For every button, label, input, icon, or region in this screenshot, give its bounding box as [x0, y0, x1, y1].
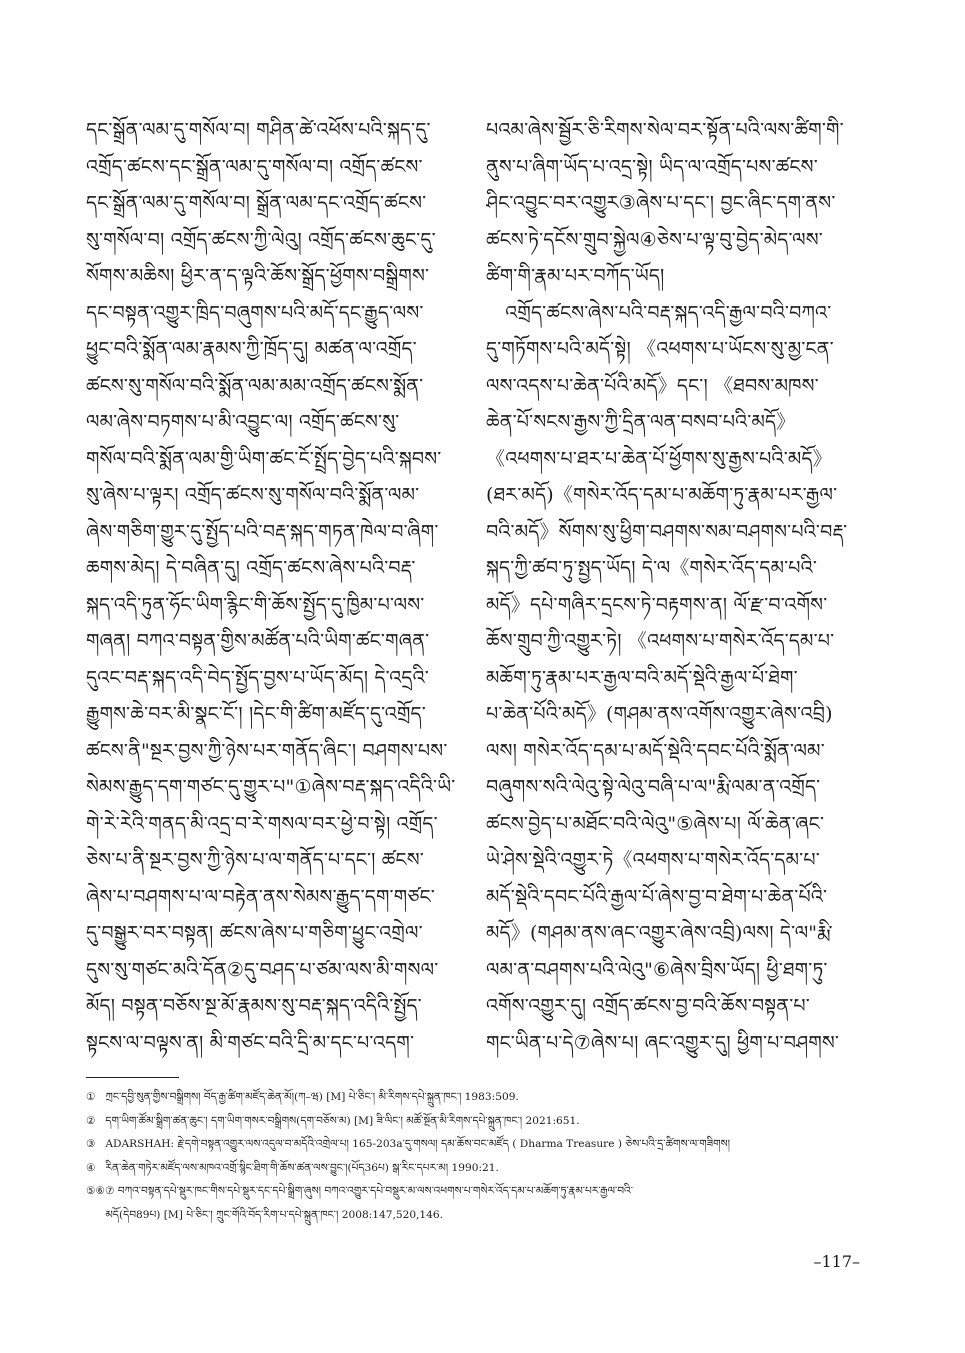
text-line: གསོལ་བའི་སྨོན་ལམ་གྱི་ཡིག་ཚང་ངོ་སྤྲོད་བྱེད་པའི་སྐབས་	[86, 447, 442, 470]
footnote-text: བཀའ་བསྟན་དཔེ་སྡུར་ཁང་གིས་དཔེ་སྡུར་དང་དཔེ་སྒྲིག་ཞུས། བཀའ་འགྱུར་དཔེ་བསྡུར་མ་ལས་འཕགས་པ་གསེར་འོད་དམ་པ་མཆོག་ཏུ་རྣམ་པར་རྒྱལ་བའི་	[117, 1185, 633, 1197]
text-line: ཚངས་སུ་གསོལ་བའི་སྨོན་ལམ་མམ་འགྲོད་ཚངས་སྨོན་	[86, 374, 424, 397]
text-line: རྒྱུགས་ཆེ་བར་མི་སྣང་ངོ་། །དེང་གི་ཚིག་མཛོད་དུ་འགྲོད་	[86, 703, 426, 725]
footnote-separator	[86, 1077, 179, 1078]
footnote	[86, 1110, 886, 1134]
footnote	[86, 1133, 886, 1157]
footnote-text: རིན་ཆེན་གཏེར་མཛོད་ལས་མཁའ་འགྲོ་སྙིང་ཐིག་གི་ཆོས་ཚན་ལས་བྱུང་།(པོད36པ) སྒ་རིང་དཔར་མ། 1990:21.	[105, 1161, 499, 1174]
text-line: ཆོས་གྲུབ་ཀྱི་འགྱུར་ཏེ། 《འཕགས་པ་གསེར་འོད་དམ་པ་	[486, 630, 835, 652]
text-line: མོད། བསྟན་བཅོས་སྔ་མོ་རྣམས་སུ་བརྡ་སྐད་འདིའི་སྤྱོད་	[86, 995, 422, 1017]
footnote-text: ADARSHAH: རྗེ་དགེ་བསྟན་འགྱུར་ལས་འདུལ་བ་མདོའི་འགྲེལ་པ། 165-203a་དུ་གསལ། དམ་ཆོས་བང་མཛོད ( Dharma Treasure ) ཅེས་པའི་དྲ་ཚིགས་ལ་གཟིགས།	[105, 1138, 731, 1150]
text-line: སོགས་མཆིས། ཕྱིར་ན་ད་ལྟའི་ཆོས་སྒྲོད་ཕྱོགས་བསྒྲིགས་	[86, 265, 430, 287]
footnote-marker: ③	[86, 1138, 96, 1150]
text-line: ཆེན་པོ་སངས་རྒྱས་ཀྱི་དྲིན་ལན་བསབ་པའི་མདོ》	[486, 411, 796, 433]
footnotes	[86, 1086, 886, 1227]
footnote-marker: ④	[86, 1161, 96, 1174]
text-line: (ཐར་མདོ)《གསེར་འོད་དམ་པ་མཆོག་ཏུ་རྣམ་པར་རྒྱལ་	[486, 484, 838, 506]
text-line: ཡེ་ཤེས་སྡེའི་འགྱུར་ཏེ《འཕགས་པ་གསེར་འོད་དམ་པ་	[486, 849, 820, 871]
footnote-marker: ①	[86, 1091, 96, 1103]
text-line: གཞན། བཀའ་བསྟན་གྱིས་མཚོན་པའི་ཡིག་ཚང་གཞན་	[86, 630, 430, 652]
text-line: དུ་གཏོགས་པའི་མདོ་སྟེ། 《འཕགས་པ་ཡོངས་སུ་མྱ་ངན་	[486, 338, 834, 360]
footnote	[86, 1204, 886, 1228]
page-number: –117–	[813, 1252, 860, 1271]
text-line: ཆགས་མེད། དེ་བཞིན་དུ། འགྲོད་ཚངས་ཞེས་པའི་བརྡ་	[86, 557, 416, 579]
footnote	[86, 1157, 886, 1181]
footnote-text: མདོ(དེབ89པ) [M] པེ་ཅིང་། ཀྲུང་གོའི་བོད་རིག་པ་དཔེ་སྐྲུན་ཁང་། 2008:147,520,146.	[105, 1208, 444, 1221]
text-line: ནུས་པ་ཞིག་ཡོད་པ་འདྲ་སྟེ། ཡིད་ལ་འགྲོད་པས་ཚངས་	[486, 155, 818, 178]
text-line: མཆོག་ཏུ་རྣམ་པར་རྒྱལ་བའི་མདོ་སྡེའི་རྒྱལ་པོ་ཐེག་	[486, 666, 798, 689]
text-line: འགྲོད་ཚངས་ཞེས་པའི་བརྡ་སྐད་འདི་རྒྱལ་བའི་བཀའ་	[486, 301, 832, 324]
text-line: འགོས་འགྱུར་དུ། འགྲོད་ཚངས་བྱ་བའི་ཆོས་བསྟན་པ་	[486, 995, 810, 1017]
text-line: པའམ་ཞེས་སྦྱོར་ཅི་རིགས་སེལ་བར་སྟོན་པའི་ལས་ཚིག་གི་	[486, 119, 844, 141]
text-line: ལས་འདས་པ་ཆེན་པོའི་མདོ》དང་། 《ཐབས་མཁས་	[486, 374, 819, 397]
text-line: ཅེས་པ་ནི་སྔར་བྱས་ཀྱི་ཉེས་པ་ལ་གནོད་པ་དང་། ཚངས་	[86, 849, 424, 871]
text-line: ལམ་ཞེས་བཏགས་པ་མི་འབྱུང་ལ། འགྲོད་ཚངས་སུ་	[86, 411, 400, 433]
text-line: སྐད་འདི་ཏུན་ཧོང་ཡིག་རྙིང་གི་ཆོས་སྤྱོད་དུ་ཁྱིམ་པ་ལས་	[86, 593, 425, 616]
text-line: སུ་ཞེས་པ་ལྟར། འགྲོད་ཚངས་སུ་གསོལ་བའི་སྨོན་ལམ་	[86, 484, 420, 506]
footnote-text: དག་ཡིག་ཚོམ་སྒྲིག་ཚན་ཆུང་། དག་ཡིག་གསར་བསྒྲིགས(དག་བཅོས་མ) [M] ཟི་ལིང་། མཚོ་སྔོན་མི་རིགས་དཔེ་སྐྲུན་ཁང་། 2021:651.	[105, 1114, 580, 1127]
footnote-marker: ②	[86, 1114, 96, 1127]
text-line: ཚངས་ཏེ་དངོས་གྲུབ་སྐྱེལ④ཅེས་པ་ལྟ་བུ་བྱེད་མེད་ལས་	[486, 228, 823, 251]
text-line: ཞེས་གཅིག་གྱུར་དུ་སྤྱོད་པའི་བརྡ་སྐད་གཏན་ཁེལ་བ་ཞིག་	[86, 520, 439, 543]
text-line: སུ་གསོལ་བ། འགྲོད་ཚངས་ཀྱི་ལེའུ། འགྲོད་ཚངས་ཆུང་དུ་	[86, 228, 436, 251]
footnote-marker: ⑤⑥⑦	[86, 1185, 115, 1197]
right-text-column	[486, 112, 860, 1061]
text-line: དུས་སུ་གཙང་མའི་དོན②དུ་བཤད་པ་ཙམ་ལས་མི་གསལ་	[86, 958, 439, 981]
text-line: པ་ཆེན་པོའི་མདོ》(གཤམ་ནས་འགོས་འགྱུར་ཞེས་འབྲི)	[486, 703, 833, 725]
text-line: གང་ཡིན་པ་དེ⑦ཞེས་པ། ཞང་འགྱུར་དུ། ཕྱིག་པ་བཤགས་	[486, 1031, 840, 1054]
text-line: དང་སྒྲོན་ལམ་དུ་གསོལ་བ། གཤིན་ཚེ་འཕོས་པའི་སྐད་དུ་	[86, 119, 431, 141]
text-line: མདོ》(གཤམ་ནས་ཞང་འགྱུར་ཞེས་འབྲི)ལས། དེ་ལ"རྨི་	[486, 922, 833, 944]
text-line: སྐད་ཀྱི་ཚབ་ཏུ་སྤྱད་ཡོད། དེ་ལ《གསེར་འོད་དམ་པའི་	[486, 557, 818, 579]
footnote-text: ཀྲང་དབྱི་སུན་གྱིས་བསྒྲིགས། བོད་རྒྱ་ཚིག་མཛོད་ཆེན་མོ།(ཀ–ཝ) [M] པེ་ཅིང་། མི་རིགས་དཔེ་སྐྲུན་ཁང་། 1983:509.	[105, 1091, 519, 1103]
text-line: དུའང་བརྡ་སྐད་འདི་བེད་སྤྱོད་བྱས་པ་ཡོད་མོད། དེ་འདྲའི་	[86, 666, 429, 689]
text-line: ཤིང་འབྱུང་བར་འགྱུར③ཞེས་པ་དང་། བྱང་ཞིང་དག་ནས་	[486, 192, 836, 214]
footnote	[86, 1086, 886, 1110]
text-line: སེམས་རྒྱུད་དག་གཙང་དུ་གྱུར་པ"①ཞེས་བརྡ་སྐད་འདིའི་ཡི་	[86, 776, 456, 798]
text-line: ཚངས་ནི"སྔར་བྱས་ཀྱི་ཉེས་པར་གནོད་ཞིང་། བཤགས་པས་	[86, 739, 448, 762]
text-line: ཚངས་བྱེད་པ་མཐོང་བའི་ལེའུ"⑤ཞེས་པ། ལོ་ཆེན་ཞང་	[486, 812, 825, 835]
footnote	[86, 1180, 886, 1204]
text-line: ཞེས་པ་བཤགས་པ་ལ་བརྟེན་ནས་སེམས་རྒྱུད་དག་གཙང་	[86, 885, 435, 908]
text-line: བཞུགས་སའི་ལེའུ་སྟེ་ལེའུ་བཞི་པ་ལ"རྨི་ལམ་ན་འགྲོད་	[486, 776, 821, 798]
text-line: ཕྱུང་བའི་སྨོན་ལམ་རྣམས་ཀྱི་ཁྲོད་དུ། མཚན་ལ་འགྲོད་	[86, 338, 417, 360]
text-line: གེ་རེ་རེའི་གནད་མི་འདྲ་བ་རེ་གསལ་བར་ཕྱེ་བ་སྟེ། འགྲོད་	[86, 812, 438, 835]
text-line: དང་བསྟན་འགྱུར་ཁྲིད་བཞུགས་པའི་མདོ་དང་རྒྱུད་ལས་	[86, 301, 424, 324]
text-line: དུ་བསྒྱུར་བར་བསྟན། ཚངས་ཞེས་པ་གཅིག་ཕྱུང་འགྲེལ་	[86, 922, 423, 944]
text-line: མདོ》དཔེ་གཞིར་དྲངས་ཏེ་བརྟགས་ན། ལོ་རྫ་བ་འགོས་	[486, 593, 828, 616]
left-text-column	[86, 112, 460, 1061]
text-line: སྟངས་ལ་བལྟས་ན། མི་གཙང་བའི་དྲི་མ་དང་པ་འདག་	[86, 1031, 415, 1054]
text-line: བའི་མདོ》སོགས་སུ་ཕྱིག་བཤགས་སམ་བཤགས་པའི་བརྡ་	[486, 520, 848, 543]
text-line: མདོ་སྡེའི་དབང་པོའི་རྒྱལ་པོ་ཞེས་བྱ་བ་ཐེག་པ་ཆེན་པོའི་	[486, 885, 828, 908]
text-line: དང་སྒྲོན་ལམ་དུ་གསོལ་བ། སྒྲོན་ལམ་དང་འགྲོད་ཚངས་	[86, 192, 427, 214]
text-line: ལས། གསེར་འོད་དམ་པ་མདོ་སྡེའི་དབང་པོའི་སྨོན་ལམ་	[486, 739, 825, 762]
text-line: ལམ་ན་བཤགས་པའི་ལེའུ"⑥ཞེས་བྲིས་ཡོད། ཕྱི་ཐག་ཏུ་	[486, 958, 828, 981]
text-line: འགྲོད་ཚངས་དང་སྒྲོན་ལམ་དུ་གསོལ་བ། འགྲོད་ཚངས་	[86, 155, 423, 178]
text-line: 《འཕགས་པ་ཐར་པ་ཆེན་པོ་ཕྱོགས་སུ་རྒྱས་པའི་མདོ》	[486, 447, 832, 470]
text-line: ཚིག་གི་རྣམ་པར་བཀོད་ཡོད།	[486, 265, 665, 287]
